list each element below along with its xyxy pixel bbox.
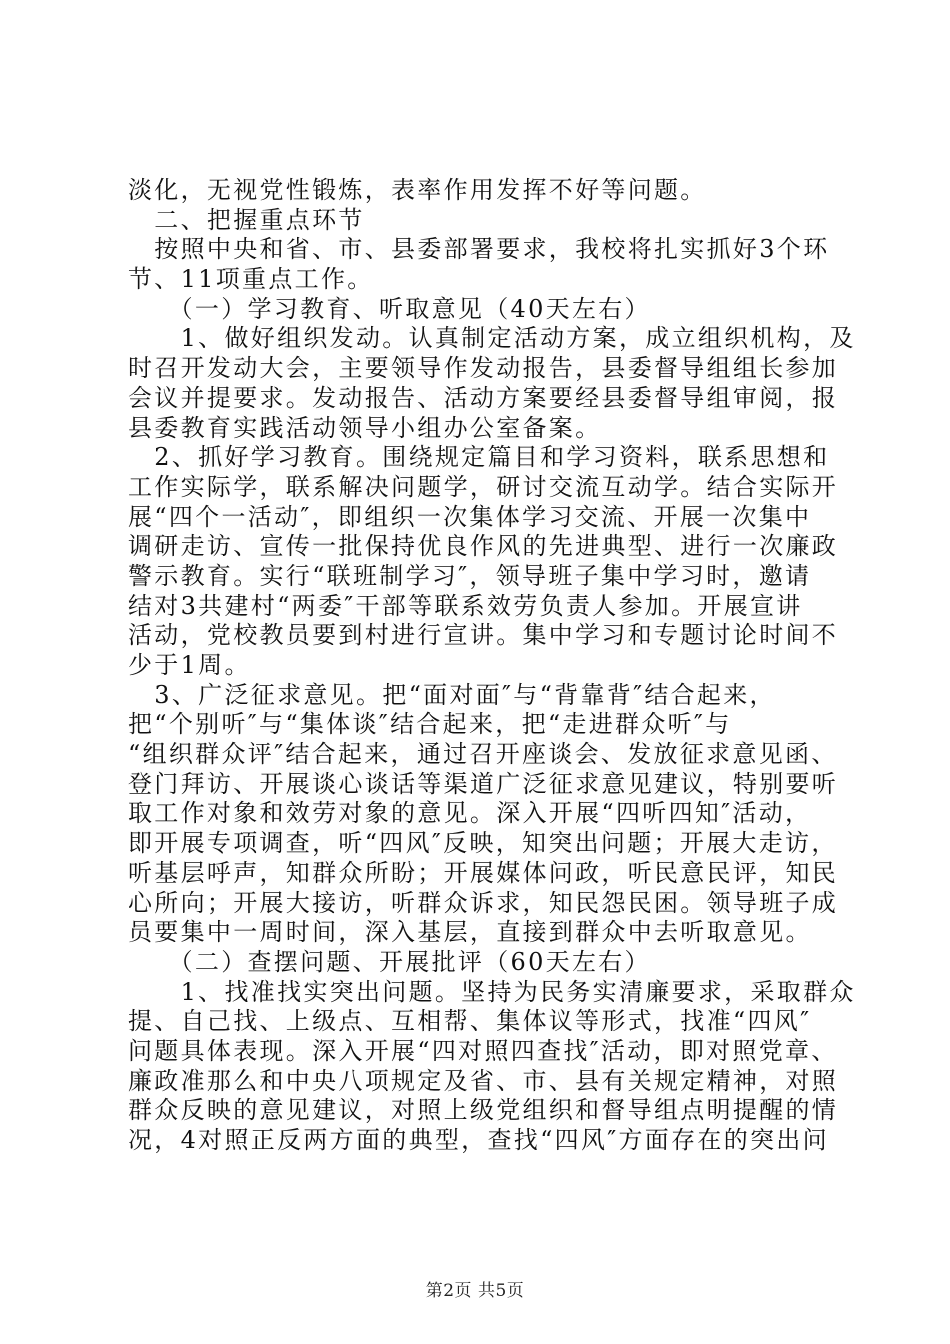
text-line: （一）学习教育、听取意见（40天左右）: [128, 294, 651, 323]
text-line: 淡化，无视党性锻炼，表率作用发挥不好等问题。: [128, 176, 707, 204]
text-line: 按照中央和省、市、县委部署要求，我校将扎实抓好3个环: [128, 235, 830, 264]
text-line: 2、抓好学习教育。围绕规定篇目和学习资料，联系思想和: [128, 443, 830, 472]
text-line: 结对3共建村“两委″干部等联系效劳负责人参加。开展宣讲: [128, 591, 803, 620]
text-line: 把“个别听″与“集体谈″结合起来，把“走进群众听″与: [128, 710, 732, 739]
text-line: 警示教育。实行“联班制学习″，领导班子集中学习时，邀请: [128, 561, 812, 590]
document-body: [128, 176, 856, 1156]
text-line: 1、找准找实突出问题。坚持为民务实清廉要求，采取群众: [128, 977, 856, 1006]
text-line: （二）查摆问题、开展批评（60天左右）: [128, 947, 651, 976]
text-line: 问题具体表现。深入开展“四对照四查找″活动，即对照党章、: [128, 1036, 838, 1065]
text-line: 工作实际学，联系解决问题学，研讨交流互动学。结合实际开: [128, 472, 839, 501]
text-line: 时召开发动大会，主要领导作发动报告，县委督导组组长参加: [128, 354, 839, 383]
text-line: 员要集中一周时间，深入基层，直接到群众中去听取意见。: [128, 918, 812, 947]
text-line: 二、把握重点环节: [128, 205, 365, 234]
text-line: 心所向；开展大接访，听群众诉求，知民怨民困。领导班子成: [128, 888, 839, 917]
text-line: 取工作对象和效劳对象的意见。深入开展“四听四知″活动，: [128, 799, 812, 828]
text-line: “组织群众评″结合起来，通过召开座谈会、发放征求意见函、: [128, 740, 838, 769]
text-line: 少于1周。: [128, 651, 251, 679]
text-line: 群众反映的意见建议，对照上级党组织和督导组点明提醒的情: [128, 1096, 839, 1125]
text-line: 3、广泛征求意见。把“面对面″与“背靠背″结合起来，: [128, 680, 776, 709]
page-footer: 第2页 共5页: [425, 1281, 525, 1301]
text-line: 即开展专项调查，听“四风″反映，知突出问题；开展大走访，: [128, 829, 838, 858]
text-line: 会议并提要求。发动报告、活动方案要经县委督导组审阅，报: [128, 383, 839, 412]
text-line: 提、自己找、上级点、互相帮、集体议等形式，找准“四风″: [128, 1007, 812, 1036]
text-line: 展“四个一活动″，即组织一次集体学习交流、开展一次集中: [128, 502, 812, 531]
text-line: 1、做好组织发动。认真制定活动方案，成立组织机构，及: [128, 324, 856, 353]
text-line: 节、11项重点工作。: [128, 265, 374, 294]
text-line: 活动，党校教员要到村进行宣讲。集中学习和专题讨论时间不: [128, 621, 839, 650]
text-line: 廉政准那么和中央八项规定及省、市、县有关规定精神，对照: [128, 1066, 839, 1095]
text-line: 况，4对照正反两方面的典型，查找“四风″方面存在的突出问: [128, 1126, 829, 1154]
text-line: 调研走访、宣传一批保持优良作风的先进典型、进行一次廉政: [128, 532, 839, 561]
text-line: 听基层呼声，知群众所盼；开展媒体问政，听民意民评，知民: [128, 858, 839, 887]
text-line: 登门拜访、开展谈心谈话等渠道广泛征求意见建议，特别要听: [128, 769, 839, 798]
text-line: 县委教育实践活动领导小组办公室备案。: [128, 413, 602, 442]
